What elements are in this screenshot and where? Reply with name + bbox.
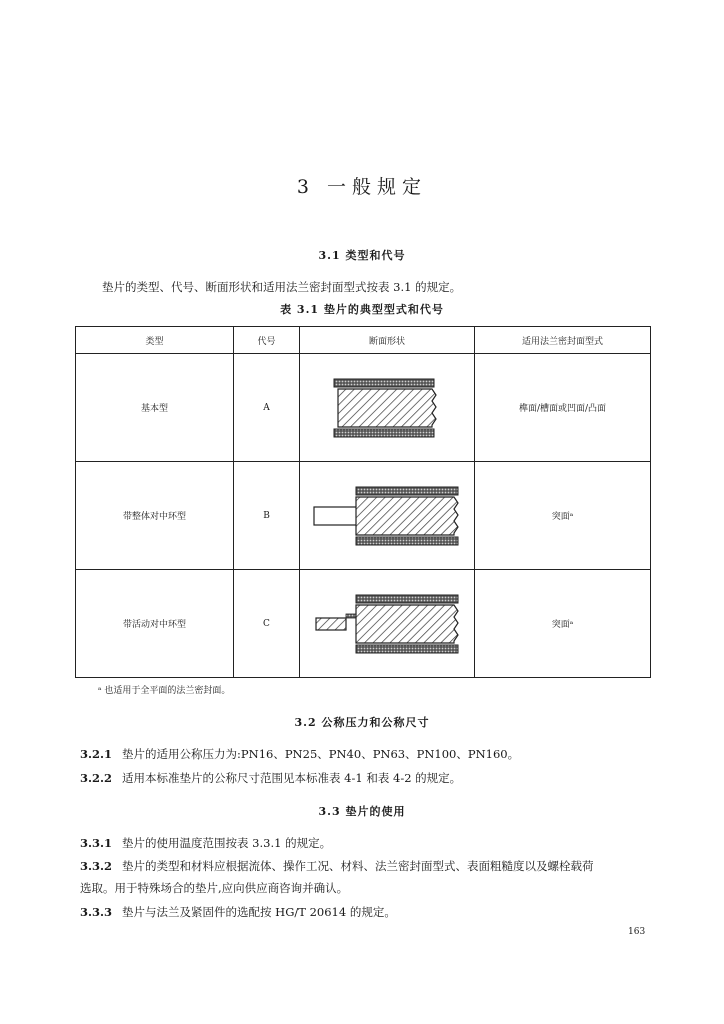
row-a-type: 基本型 (76, 354, 234, 462)
integral-ring-gasket-section-figure (312, 485, 462, 547)
clause-number: 3.3.2 (80, 859, 113, 873)
clause-3-2-2 (80, 770, 461, 786)
section-3-1-intro: 垫片的类型、代号、断面形状和适用法兰密封面型式按表 3.1 的规定。 (102, 280, 462, 294)
clause-number: 3.2.2 (80, 771, 113, 785)
row-b-shape (300, 462, 475, 570)
row-a-face: 榫面/槽面或凹面/凸面 (475, 354, 651, 462)
section-3-3-heading: 3.3 垫片的使用 (318, 805, 406, 818)
loose-ring-gasket-section-figure (312, 593, 462, 655)
header-shape: 断面形状 (300, 327, 475, 354)
basic-gasket-section-figure (332, 377, 442, 439)
section-3-2-heading: 3.2 公称压力和公称尺寸 (294, 716, 430, 729)
header-type: 类型 (76, 327, 234, 354)
clause-3-3-2-continuation: 选取。用于特殊场合的垫片,应向供应商咨询并确认。 (80, 881, 349, 895)
table-footnote: ᵃ 也适用于全平面的法兰密封面。 (98, 686, 231, 696)
table-row (76, 570, 651, 678)
row-b-type: 带整体对中环型 (76, 462, 234, 570)
clause-3-2-1 (80, 746, 519, 762)
table-row (76, 462, 651, 570)
clause-3-3-3 (80, 904, 396, 920)
header-code: 代号 (234, 327, 300, 354)
row-a-shape (300, 354, 475, 462)
row-c-face: 突面ᵃ (475, 570, 651, 678)
section-3-1-heading: 3.1 类型和代号 (318, 249, 406, 262)
table-row (76, 354, 651, 462)
clause-text: 垫片的类型和材料应根据流体、操作工况、材料、法兰密封面型式、表面粗糙度以及螺栓载荷 (122, 859, 594, 873)
row-a-code: A (234, 354, 300, 462)
clause-number: 3.2.1 (80, 747, 113, 761)
header-face: 适用法兰密封面型式 (475, 327, 651, 354)
row-c-shape (300, 570, 475, 678)
table-header-row (76, 327, 651, 354)
page-number: 163 (628, 927, 646, 937)
row-c-type: 带活动对中环型 (76, 570, 234, 678)
table-caption: 表 3.1 垫片的典型型式和代号 (280, 303, 444, 316)
row-b-face: 突面ᵃ (475, 462, 651, 570)
clause-text: 垫片的使用温度范围按表 3.3.1 的规定。 (122, 836, 332, 850)
chapter-title: 3 一般规定 (296, 176, 428, 198)
row-b-code: B (234, 462, 300, 570)
row-c-code: C (234, 570, 300, 678)
clause-text: 垫片的适用公称压力为:PN16、PN25、PN40、PN63、PN100、PN160。 (122, 747, 520, 761)
gasket-type-table (75, 326, 651, 678)
clause-text: 垫片与法兰及紧固件的选配按 HG/T 20614 的规定。 (122, 905, 396, 919)
clause-number: 3.3.3 (80, 905, 113, 919)
clause-number: 3.3.1 (80, 836, 113, 850)
clause-3-3-1 (80, 835, 331, 851)
clause-text: 适用本标准垫片的公称尺寸范围见本标准表 4-1 和表 4-2 的规定。 (122, 771, 462, 785)
clause-3-3-2 (80, 858, 594, 874)
